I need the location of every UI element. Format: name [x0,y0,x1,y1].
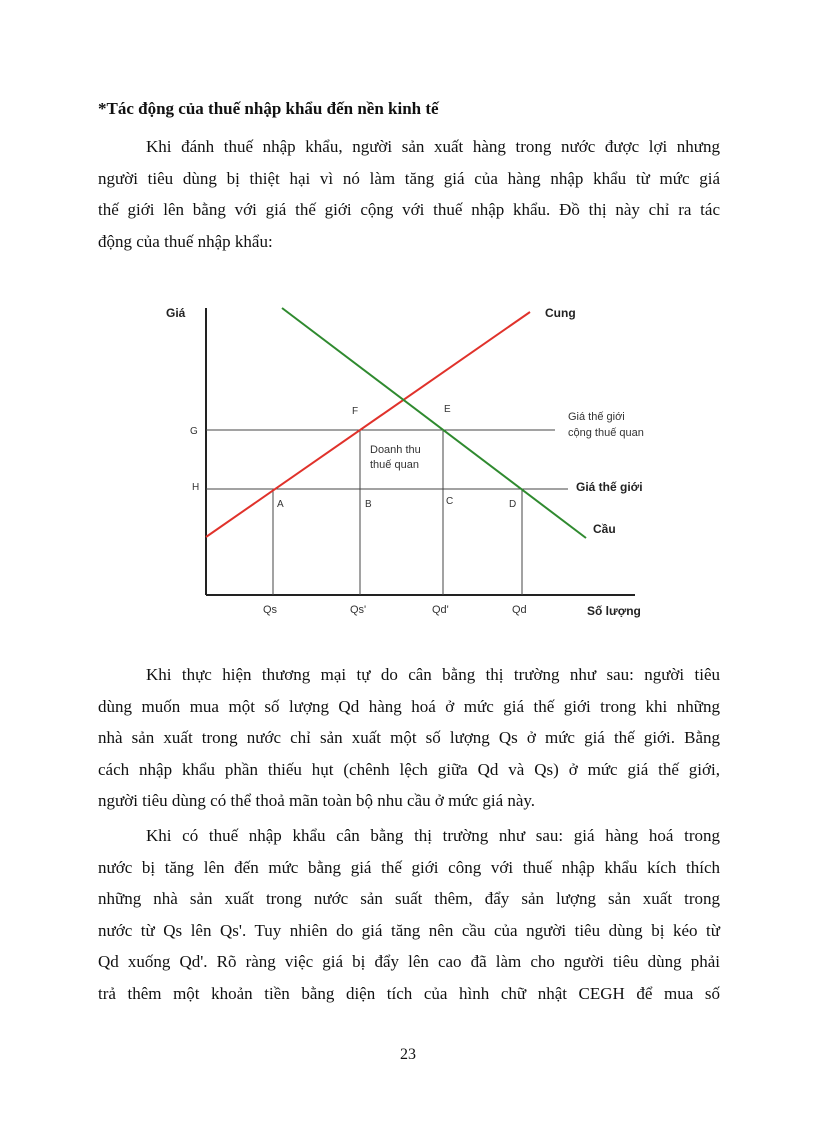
paragraph-line: cách nhập khẩu phần thiếu hụt (chênh lệch giữa Qd và Qs) ở mức giá thế giới, [98,759,720,779]
paragraph-line: Qd xuống Qd'. Rõ ràng việc giá bị đẩy lên cao đã làm cho người tiêu dùng phải [98,952,720,971]
paragraph-line: nước từ Qs lên Qs'. Tuy nhiên do giá tăng nên cầu của người tiêu dùng bị kéo từ [98,920,720,940]
point-label-a: A [277,499,284,510]
section-heading: *Tác động của thuế nhập khẩu đến nền kinh tế [98,99,439,118]
paragraph-line: động của thuế nhập khẩu: [98,231,273,251]
demand-curve [282,308,586,538]
paragraph-line: trả thêm một khoản tiền bằng diện tích của hình chữ nhật CEGH để mua số [98,983,720,1003]
point-label-f: F [352,406,359,417]
price-level-g: G [190,426,198,437]
paragraph-line: người tiêu dùng có thể thoả mãn toàn bộ nhu cầu ở mức giá này. [98,791,536,810]
tariff-revenue-label: Doanh thu [370,444,421,456]
tick-qs: Qs [263,604,278,616]
demand-label: Cầu [593,522,616,536]
paragraph-with-tariff [98,820,720,1009]
world-price-label: Giá thế giới [576,480,643,494]
point-label-b: B [365,499,372,510]
point-label-d: D [509,499,517,510]
point-label-c: C [446,496,454,507]
paragraph-intro [98,131,720,257]
paragraph-line: Khi đánh thuế nhập khẩu, người sản xuất hàng trong nước được lợi nhưng [146,137,720,156]
tariff-revenue-label-line2: thuế quan [370,459,419,471]
point-label-e: E [444,404,451,415]
paragraph-line: nước bị tăng lên đến mức bằng giá thế giới công với thuế nhập khẩu kích thích [98,857,720,877]
paragraph-line: dùng muốn mua một số lượng Qd hàng hoá ở mức giá thế giới trong khi những [98,696,720,716]
page-number: 23 [400,1046,416,1063]
tariff-diagram [150,290,670,630]
tick-qs-prime: Qs' [350,604,367,616]
supply-label: Cung [545,306,576,320]
tariff-price-label-line2: cộng thuế quan [568,427,644,439]
paragraph-line: thế giới lên bằng với giá thế giới cộng với thuế nhập khẩu. Đồ thị này chỉ ra tác [98,200,720,219]
tick-qd: Qd [512,604,527,616]
paragraph-line: Khi có thuế nhập khẩu cân bằng thị trường như sau: giá hàng hoá trong [146,826,720,845]
price-level-h: H [192,482,200,493]
x-axis-label: Số lượng [587,604,641,618]
tick-qd-prime: Qd' [432,604,449,616]
paragraph-free-trade [98,659,720,817]
paragraph-line: nhà sản xuất trong nước chỉ sản xuất một số lượng Qs ở mức giá thế giới. Bằng [98,728,720,747]
tariff-price-label: Giá thế giới [568,411,625,423]
paragraph-line: những nhà sản xuất trong nước sản suất thêm, đẩy sản lượng sản xuất trong [98,889,720,908]
paragraph-line: Khi thực hiện thương mại tự do cân bằng thị trường như sau: người tiêu [146,665,720,684]
paragraph-line: người tiêu dùng bị thiệt hại vì nó làm tăng giá của hàng nhập khẩu từ mức giá [98,168,720,188]
y-axis-label: Giá [166,306,186,320]
